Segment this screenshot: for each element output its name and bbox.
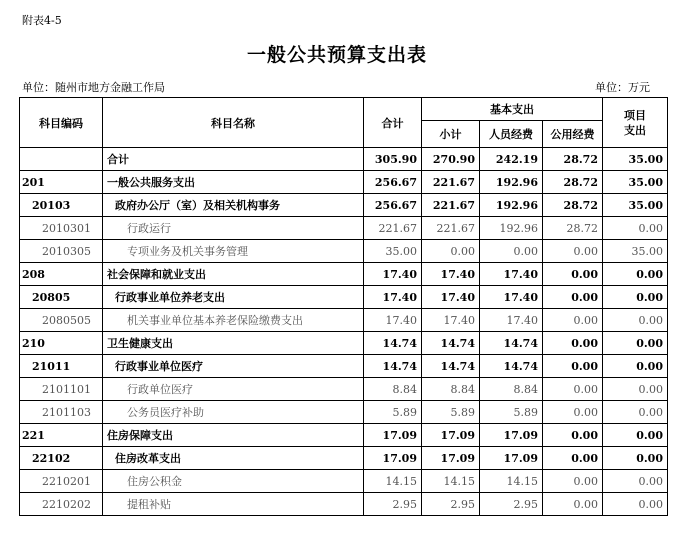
cell-public: 0.00 (543, 424, 603, 447)
cell-public: 28.72 (543, 217, 603, 240)
cell-personnel: 14.74 (480, 355, 543, 378)
cell-name: 机关事业单位基本养老保险缴费支出 (103, 309, 364, 332)
header-public: 公用经费 (543, 121, 603, 148)
cell-code: 2080505 (20, 309, 103, 332)
table-row (20, 378, 668, 401)
cell-name: 行政事业单位养老支出 (103, 286, 364, 309)
cell-code: 221 (20, 424, 103, 447)
cell-code: 2010305 (20, 240, 103, 263)
cell-public: 0.00 (543, 493, 603, 516)
cell-total: 14.74 (364, 355, 422, 378)
cell-name: 行政运行 (103, 217, 364, 240)
table-row (20, 217, 668, 240)
header-total: 合计 (364, 98, 422, 148)
header-name: 科目名称 (103, 98, 364, 148)
cell-subtotal: 17.40 (422, 263, 480, 286)
cell-project: 0.00 (603, 263, 668, 286)
budget-table (19, 97, 668, 516)
cell-subtotal: 221.67 (422, 171, 480, 194)
cell-total: 14.74 (364, 332, 422, 355)
cell-name: 社会保障和就业支出 (103, 263, 364, 286)
cell-subtotal: 14.74 (422, 332, 480, 355)
cell-subtotal: 270.90 (422, 148, 480, 171)
table-row (20, 401, 668, 424)
cell-name: 住房公积金 (103, 470, 364, 493)
attachment-label: 附表4-5 (22, 14, 62, 27)
cell-code: 2010301 (20, 217, 103, 240)
cell-total: 17.09 (364, 447, 422, 470)
cell-code: 2210201 (20, 470, 103, 493)
cell-code: 2101101 (20, 378, 103, 401)
table-row (20, 355, 668, 378)
cell-public: 0.00 (543, 309, 603, 332)
cell-name: 住房保障支出 (103, 424, 364, 447)
header-personnel: 人员经费 (480, 121, 543, 148)
cell-project: 0.00 (603, 309, 668, 332)
cell-public: 0.00 (543, 355, 603, 378)
cell-personnel: 14.15 (480, 470, 543, 493)
page-title: 一般公共预算支出表 (246, 44, 427, 66)
cell-project: 0.00 (603, 470, 668, 493)
cell-project: 0.00 (603, 378, 668, 401)
cell-name: 住房改革支出 (103, 447, 364, 470)
table-row (20, 240, 668, 263)
cell-personnel: 2.95 (480, 493, 543, 516)
table-row (20, 424, 668, 447)
cell-public: 0.00 (543, 470, 603, 493)
cell-subtotal: 17.40 (422, 309, 480, 332)
cell-project: 35.00 (603, 171, 668, 194)
cell-personnel: 17.09 (480, 424, 543, 447)
table-row (20, 171, 668, 194)
table-row (20, 148, 668, 171)
cell-code: 20103 (20, 194, 103, 217)
cell-total: 17.40 (364, 286, 422, 309)
cell-personnel: 242.19 (480, 148, 543, 171)
cell-personnel: 8.84 (480, 378, 543, 401)
cell-personnel: 14.74 (480, 332, 543, 355)
header-subtotal: 小计 (422, 121, 480, 148)
table-row (20, 309, 668, 332)
cell-project: 0.00 (603, 217, 668, 240)
cell-subtotal: 2.95 (422, 493, 480, 516)
cell-code: 2210202 (20, 493, 103, 516)
header-project: 项目 支出 (603, 98, 668, 148)
cell-subtotal: 221.67 (422, 194, 480, 217)
cell-total: 2.95 (364, 493, 422, 516)
cell-public: 0.00 (543, 240, 603, 263)
table-row (20, 470, 668, 493)
header-basic: 基本支出 (422, 98, 603, 121)
cell-code: 21011 (20, 355, 103, 378)
cell-subtotal: 0.00 (422, 240, 480, 263)
cell-name: 公务员医疗补助 (103, 401, 364, 424)
cell-subtotal: 14.15 (422, 470, 480, 493)
cell-personnel: 17.40 (480, 286, 543, 309)
cell-name: 行政事业单位医疗 (103, 355, 364, 378)
cell-public: 0.00 (543, 263, 603, 286)
cell-total: 17.40 (364, 309, 422, 332)
cell-public: 0.00 (543, 286, 603, 309)
cell-personnel: 17.09 (480, 447, 543, 470)
cell-name: 一般公共服务支出 (103, 171, 364, 194)
cell-name: 专项业务及机关事务管理 (103, 240, 364, 263)
cell-project: 0.00 (603, 493, 668, 516)
header-code: 科目编码 (20, 98, 103, 148)
cell-personnel: 17.40 (480, 263, 543, 286)
cell-subtotal: 5.89 (422, 401, 480, 424)
cell-total: 17.09 (364, 424, 422, 447)
cell-code: 22102 (20, 447, 103, 470)
cell-total: 305.90 (364, 148, 422, 171)
cell-project: 35.00 (603, 194, 668, 217)
cell-project: 0.00 (603, 447, 668, 470)
cell-project: 35.00 (603, 240, 668, 263)
cell-subtotal: 14.74 (422, 355, 480, 378)
cell-total: 17.40 (364, 263, 422, 286)
cell-public: 0.00 (543, 447, 603, 470)
cell-public: 28.72 (543, 148, 603, 171)
cell-subtotal: 8.84 (422, 378, 480, 401)
cell-project: 0.00 (603, 424, 668, 447)
cell-code: 210 (20, 332, 103, 355)
cell-project: 35.00 (603, 148, 668, 171)
cell-total: 8.84 (364, 378, 422, 401)
table-row (20, 493, 668, 516)
cell-project: 0.00 (603, 401, 668, 424)
cell-subtotal: 17.09 (422, 424, 480, 447)
cell-name: 政府办公厅（室）及相关机构事务 (103, 194, 364, 217)
cell-total: 221.67 (364, 217, 422, 240)
cell-total: 35.00 (364, 240, 422, 263)
cell-personnel: 17.40 (480, 309, 543, 332)
cell-total: 256.67 (364, 171, 422, 194)
cell-personnel: 0.00 (480, 240, 543, 263)
cell-personnel: 192.96 (480, 171, 543, 194)
cell-name: 提租补贴 (103, 493, 364, 516)
table-row (20, 332, 668, 355)
table-row (20, 447, 668, 470)
cell-code: 208 (20, 263, 103, 286)
cell-public: 28.72 (543, 194, 603, 217)
cell-code: 20805 (20, 286, 103, 309)
cell-name: 合计 (103, 148, 364, 171)
cell-total: 256.67 (364, 194, 422, 217)
cell-public: 0.00 (543, 401, 603, 424)
cell-total: 14.15 (364, 470, 422, 493)
table-row (20, 263, 668, 286)
cell-name: 行政单位医疗 (103, 378, 364, 401)
cell-public: 28.72 (543, 171, 603, 194)
cell-project: 0.00 (603, 355, 668, 378)
cell-total: 5.89 (364, 401, 422, 424)
unit-organization: 单位：随州市地方金融工作局 (22, 81, 165, 94)
cell-code (20, 148, 103, 171)
cell-personnel: 192.96 (480, 217, 543, 240)
cell-subtotal: 221.67 (422, 217, 480, 240)
cell-subtotal: 17.40 (422, 286, 480, 309)
cell-subtotal: 17.09 (422, 447, 480, 470)
cell-code: 2101103 (20, 401, 103, 424)
cell-public: 0.00 (543, 332, 603, 355)
table-row (20, 286, 668, 309)
cell-project: 0.00 (603, 332, 668, 355)
unit-currency: 单位：万元 (595, 81, 650, 94)
cell-personnel: 192.96 (480, 194, 543, 217)
cell-personnel: 5.89 (480, 401, 543, 424)
cell-project: 0.00 (603, 286, 668, 309)
cell-public: 0.00 (543, 378, 603, 401)
cell-code: 201 (20, 171, 103, 194)
table-row (20, 194, 668, 217)
cell-name: 卫生健康支出 (103, 332, 364, 355)
